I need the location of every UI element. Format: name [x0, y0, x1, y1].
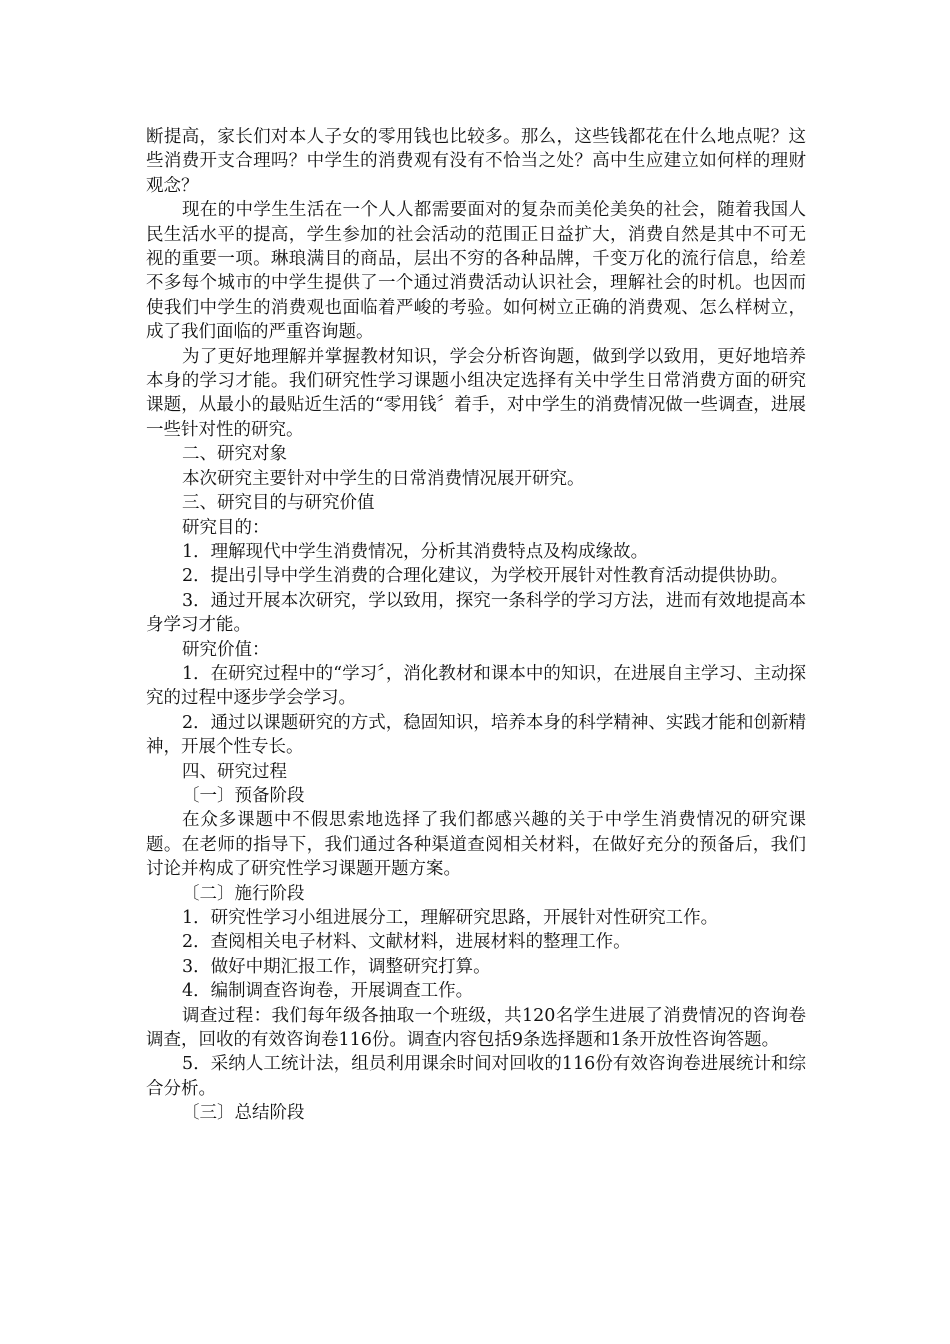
document-page	[146, 125, 806, 1126]
list-item: 2．通过以课题研究的方式，稳固知识，培养本身的科学精神、实践才能和创新精神，开展个性专长。	[146, 712, 806, 758]
paragraph-background: 现在的中学生生活在一个人人都需要面对的复杂而美伦美奂的社会，随着我国人民生活水平的提高，学生参加的社会活动的范围正日益扩大，消费自然是其中不可无视的重要一项。琳琅满目的商品，层出不穷的各种品牌，千变万化的流行信息，给差不多每个城市的中学生提供了一个通过消费活动认识社会，理解社会的时机。也因而使我们中学生的消费观也面临着严峻的考验。如何树立正确的消费观、怎么样树立，成了我们面临的严重咨询题。	[146, 200, 806, 343]
list-item: 1．理解现代中学生消费情况，分析其消费特点及构成缘故。	[182, 541, 649, 562]
list-item: 1．在研究过程中的“学习〞，消化教材和课本中的知识，在进展自主学习、主动探究的过程中逐步学会学习。	[146, 663, 806, 709]
section-heading-research-object: 二、研究对象	[182, 444, 287, 465]
list-item: 4．编制调查咨询卷，开展调查工作。	[182, 981, 474, 1002]
list-item: 2．提出引导中学生消费的合理化建议，为学校开展针对性教育活动提供协助。	[182, 566, 789, 587]
subheading-research-purpose: 研究目的：	[182, 517, 270, 538]
subheading-preparation-stage: 〔一〕预备阶段	[182, 785, 305, 806]
paragraph-intro-continued: 断提高，家长们对本人子女的零用钱也比较多。那么，这些钱都花在什么地点呢？这些消费开支合理吗？中学生的消费观有没有不恰当之处？高中生应建立如何样的理财观念？	[146, 127, 806, 196]
paragraph-research-object: 本次研究主要针对中学生的日常消费情况展开研究。	[182, 468, 585, 489]
list-item: 3．做好中期汇报工作，调整研究打算。	[182, 956, 491, 977]
list-item: 1．研究性学习小组进展分工，理解研究思路，开展针对性研究工作。	[182, 908, 719, 928]
section-heading-research-process: 四、研究过程	[182, 761, 287, 782]
section-heading-purpose-value: 三、研究目的与研究价值	[182, 493, 375, 514]
list-item: 3．通过开展本次研究，学以致用，探究一条科学的学习方法，进而有效地提高本身学习才能。	[146, 590, 806, 636]
subheading-research-value: 研究价值：	[182, 639, 270, 660]
subheading-summary-stage: 〔三〕总结阶段	[182, 1103, 305, 1124]
subheading-implementation-stage: 〔二〕施行阶段	[182, 883, 305, 904]
paragraph-preparation: 在众多课题中不假思索地选择了我们都感兴趣的关于中学生消费情况的研究课题。在老师的指导下，我们通过各种渠道查阅相关材料，在做好充分的预备后，我们讨论并构成了研究性学习课题开题方案。	[146, 810, 806, 880]
paragraph-survey-process: 调查过程：我们每年级各抽取一个班级，共120名学生进展了消费情况的咨询卷调查，回收的有效咨询卷116份。调查内容包括9条选择题和1条开放性咨询答题。	[146, 1005, 806, 1051]
list-item: 5．采纳人工统计法，组员利用课余时间对回收的116份有效咨询卷进展统计和综合分析。	[146, 1054, 806, 1099]
list-item: 2．查阅相关电子材料、文献材料，进展材料的整理工作。	[182, 932, 631, 953]
paragraph-motivation: 为了更好地理解并掌握教材知识，学会分析咨询题，做到学以致用，更好地培养本身的学习才能。我们研究性学习课题小组决定选择有关中学生日常消费方面的研究课题，从最小的最贴近生活的“零用钱〞着手，对中学生的消费情况做一些调查，进展一些针对性的研究。	[146, 346, 806, 440]
